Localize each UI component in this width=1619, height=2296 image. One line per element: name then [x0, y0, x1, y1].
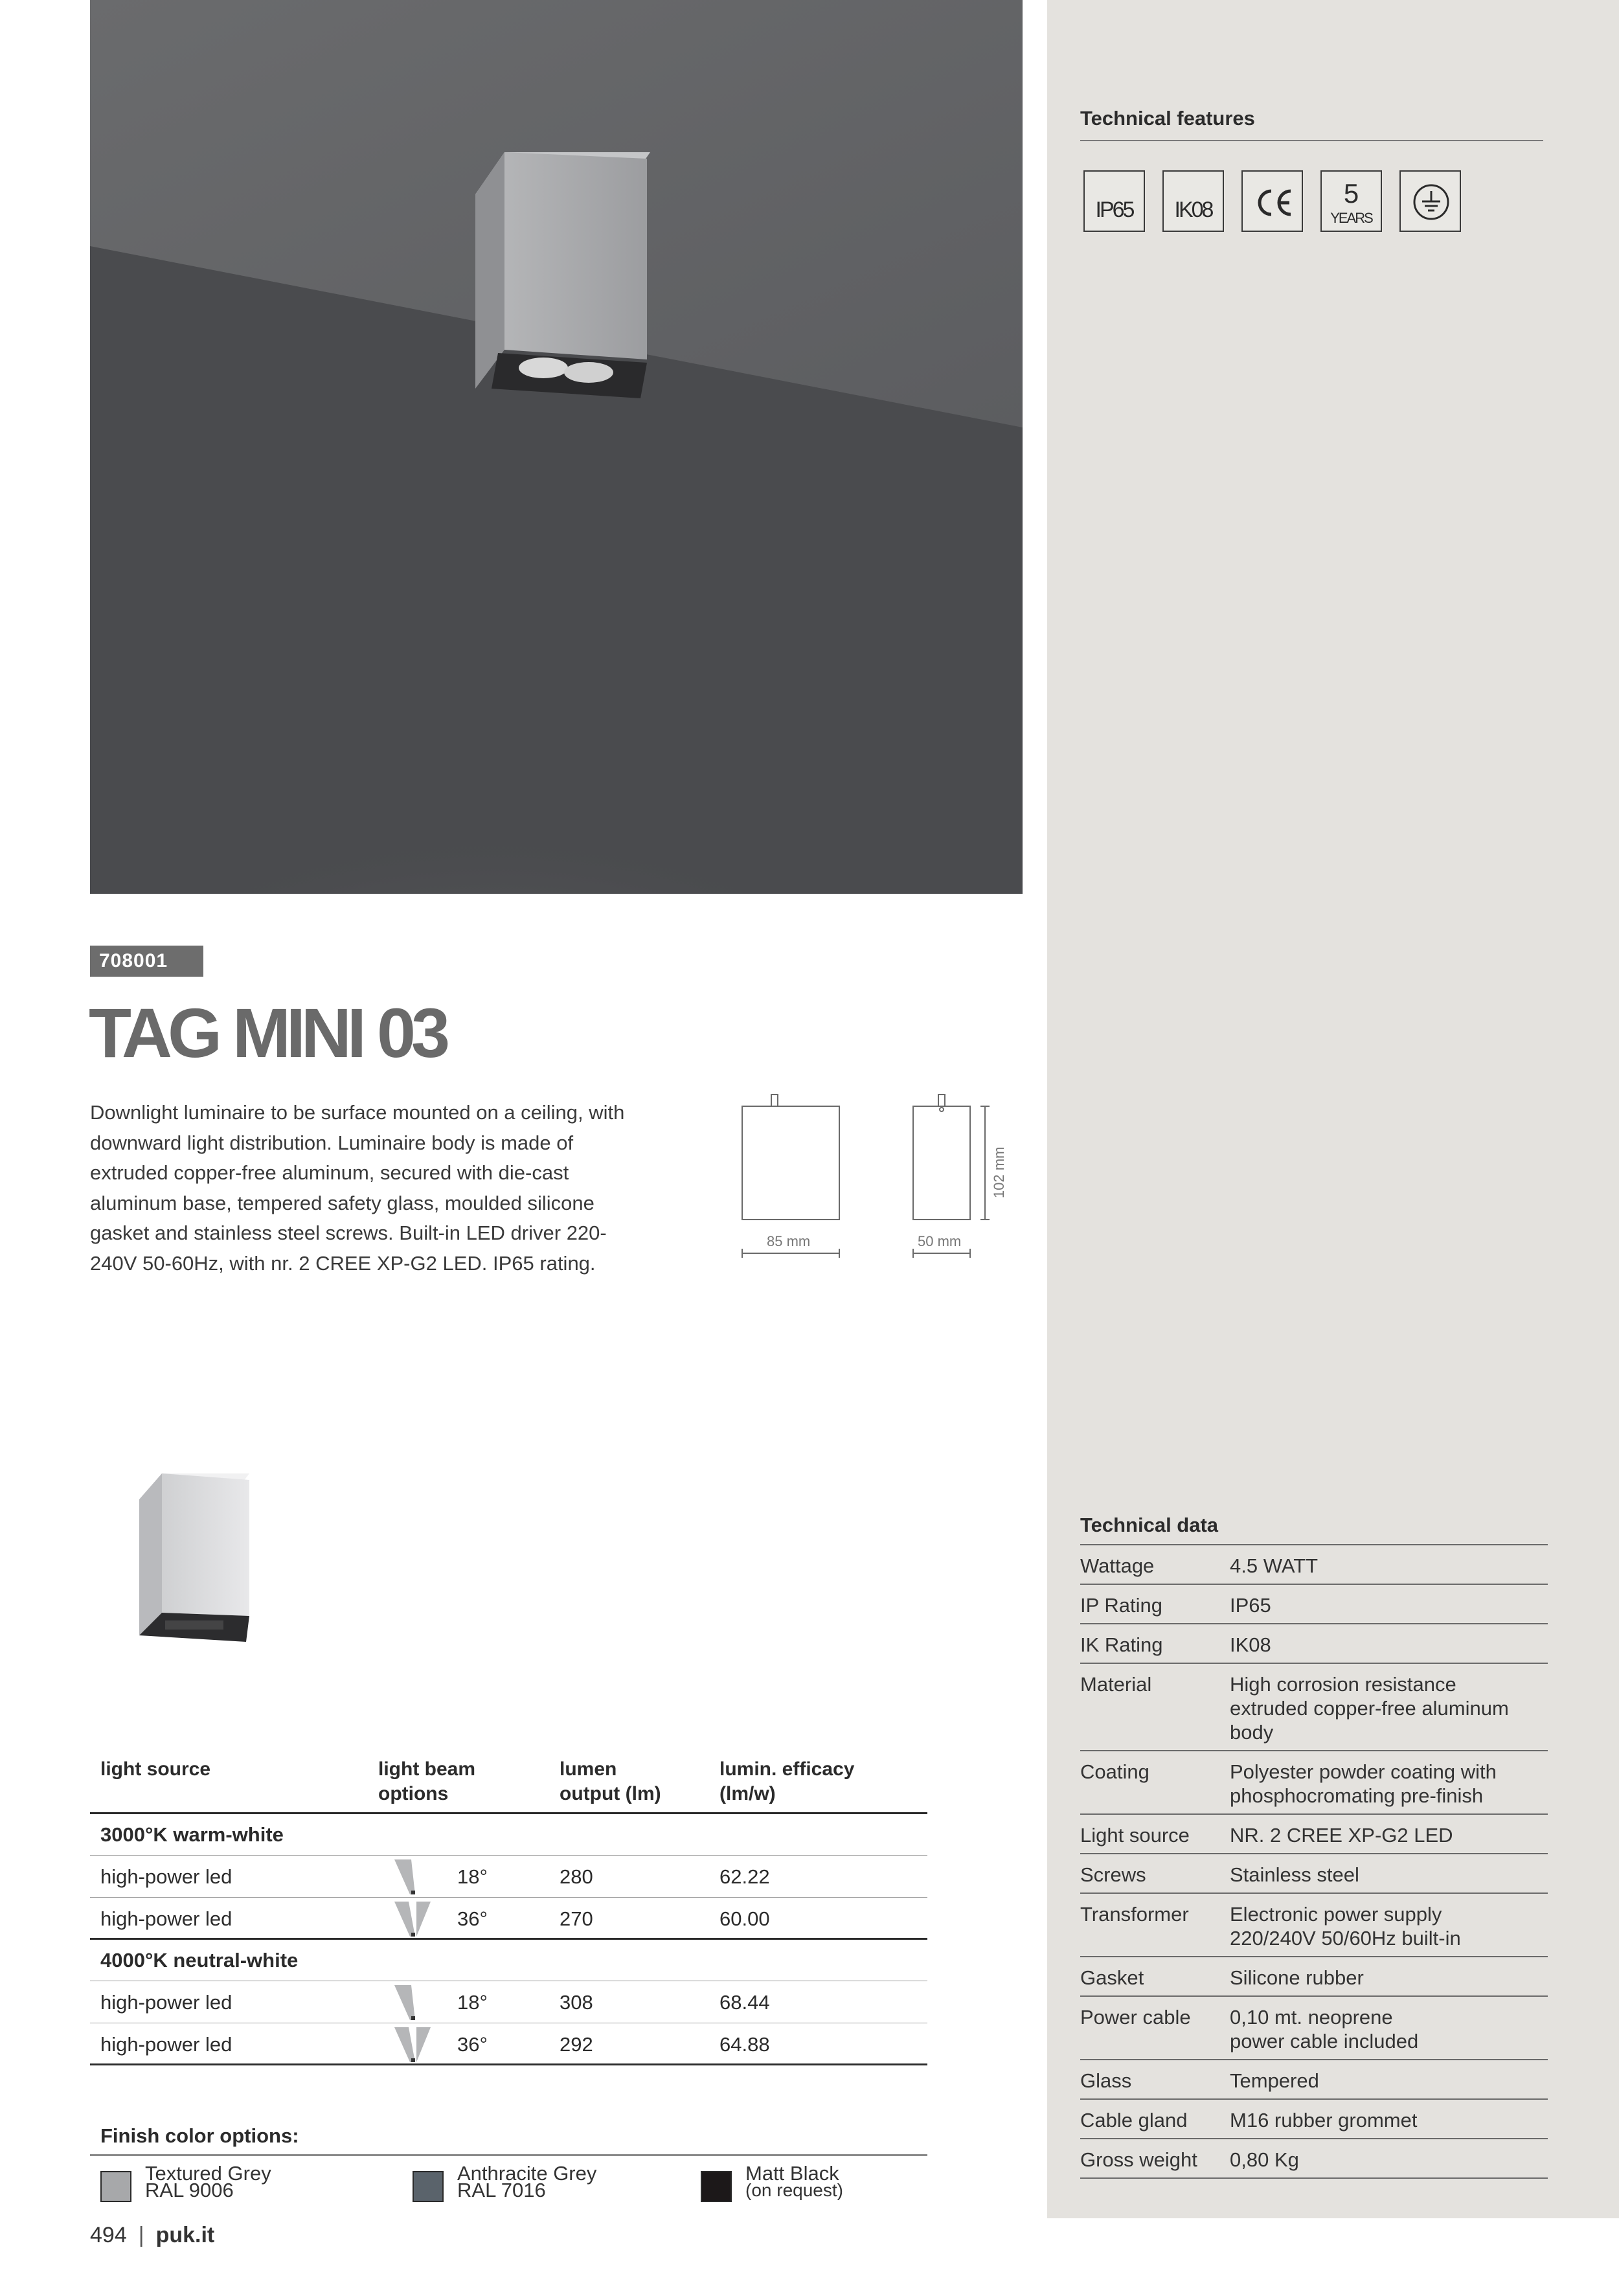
product-code-badge: 708001 — [90, 946, 203, 977]
wide-beam-icon — [393, 1902, 432, 1937]
swatch-anthracite-grey — [413, 2171, 444, 2202]
cell-lumen: 280 — [560, 1865, 593, 1888]
spec-label: Coating — [1080, 1760, 1149, 1783]
page-number: 494 — [90, 2223, 127, 2247]
table-row — [1080, 2139, 1548, 2179]
spec-label: Cable gland — [1080, 2109, 1188, 2131]
dim-width-label: 85 mm — [767, 1233, 811, 1249]
table-row — [1080, 2100, 1548, 2139]
narrow-beam-icon — [393, 1985, 432, 2020]
finish-name: Anthracite Grey — [457, 2162, 597, 2185]
table-row — [1080, 1957, 1548, 1997]
spec-label: Light source — [1080, 1824, 1190, 1847]
spec-value: IP65 — [1230, 1594, 1271, 1617]
spec-label: IK Rating — [1080, 1633, 1163, 1656]
header-light-source: light source — [100, 1758, 211, 1780]
finish-code: RAL 9006 — [145, 2179, 234, 2201]
cell-beam: 36° — [457, 2033, 488, 2056]
spec-value: Tempered — [1230, 2069, 1319, 2092]
spec-label: Transformer — [1080, 1903, 1189, 1926]
finish-code: (on request) — [745, 2180, 843, 2200]
group-header-neutral: 4000°K neutral-white — [90, 1940, 927, 1981]
header-efficacy: lumin. efficacy (lm/w) — [719, 1758, 855, 1804]
spec-label: Gasket — [1080, 1966, 1144, 1989]
cell-lumen: 308 — [560, 1991, 593, 2014]
product-thumbnail — [126, 1464, 262, 1652]
spec-value: NR. 2 CREE XP-G2 LED — [1230, 1824, 1453, 1847]
wide-beam-icon — [393, 2027, 432, 2062]
header-lumen-output: lumen output (lm) — [560, 1758, 661, 1804]
page-footer: 494 | puk.it — [90, 2223, 215, 2247]
cell-beam: 36° — [457, 1907, 488, 1930]
table-row — [1080, 1997, 1548, 2060]
cell-lumen: 292 — [560, 2033, 593, 2056]
table-row — [1080, 1545, 1548, 1585]
spec-label: Wattage — [1080, 1554, 1155, 1577]
ip65-icon — [1083, 170, 1145, 232]
table-row — [90, 1981, 927, 2023]
site-link[interactable]: puk.it — [155, 2223, 215, 2247]
header-light-beam: light beam options — [378, 1758, 476, 1804]
table-row — [90, 1856, 927, 1898]
badge-text: IK08 — [1174, 198, 1212, 222]
spec-value: Polyester powder coating with phosphocromating pre-finish — [1230, 1760, 1497, 1807]
divider — [90, 2154, 927, 2156]
spec-label: Power cable — [1080, 2006, 1191, 2029]
warranty-years-number: 5 — [1343, 178, 1359, 209]
table-row — [1080, 1585, 1548, 1624]
cell-source: high-power led — [100, 1907, 232, 1930]
product-title: TAG MINI 03 — [89, 994, 446, 1072]
warranty-years-text: YEARS — [1330, 210, 1372, 226]
cell-beam: 18° — [457, 1865, 488, 1888]
light-source-table — [90, 1752, 927, 2065]
badge-text: IP65 — [1095, 198, 1133, 222]
divider — [1080, 140, 1543, 141]
table-row — [1080, 1751, 1548, 1815]
finish-title: Finish color options: — [100, 2124, 299, 2147]
dim-depth-label: 50 mm — [918, 1233, 962, 1249]
table-header — [90, 1752, 927, 1814]
spec-value: Silicone rubber — [1230, 1966, 1364, 1989]
spec-value: Stainless steel — [1230, 1863, 1359, 1886]
spec-value: M16 rubber grommet — [1230, 2109, 1418, 2131]
spec-label: Gross weight — [1080, 2148, 1197, 2171]
spec-label: Material — [1080, 1673, 1152, 1696]
finish-name: Matt Black — [745, 2162, 839, 2185]
swatch-label-textured-grey — [145, 2162, 271, 2201]
spec-value: High corrosion resistance extruded copper-free aluminum body — [1230, 1673, 1509, 1744]
ce-mark-icon — [1241, 170, 1303, 232]
cell-source: high-power led — [100, 1991, 232, 2014]
product-description: Downlight luminaire to be surface mounted on a ceiling, with downward light distribution. Luminaire body is made of extruded copper-free aluminum, secured with die-cast aluminum base, tempered safety glass, moulded silicone gasket and stainless steel screws. Built-in LED driver 220-240V 50-60Hz, with nr. 2 CREE XP-G2 LED. IP65 rating. — [90, 1101, 625, 1275]
table-row — [1080, 1894, 1548, 1957]
cell-beam: 18° — [457, 1991, 488, 2014]
swatch-matt-black — [701, 2171, 732, 2202]
spec-value: 4.5 WATT — [1230, 1554, 1319, 1577]
swatch-label-anthracite-grey — [457, 2162, 597, 2201]
spec-label: Glass — [1080, 2069, 1132, 2092]
table-row — [1080, 1854, 1548, 1894]
narrow-beam-icon — [393, 1859, 432, 1894]
ik08-icon — [1162, 170, 1224, 232]
ground-icon — [1399, 170, 1461, 232]
swatch-label-matt-black — [745, 2162, 843, 2200]
warranty-icon — [1320, 170, 1382, 232]
cell-lumen: 270 — [560, 1907, 593, 1930]
finish-name: Textured Grey — [145, 2162, 271, 2185]
swatch-textured-grey — [100, 2171, 131, 2202]
technical-data-table — [1080, 1544, 1548, 2179]
spec-value: Electronic power supply 220/240V 50/60Hz built-in — [1230, 1903, 1461, 1949]
group-header-warm: 3000°K warm-white — [90, 1814, 927, 1856]
table-row — [1080, 2060, 1548, 2100]
cell-efficacy: 60.00 — [719, 1907, 770, 1930]
dim-height-label: 102 mm — [991, 1146, 1007, 1198]
cell-source: high-power led — [100, 1865, 232, 1888]
spec-label: Screws — [1080, 1863, 1146, 1886]
cell-efficacy: 62.22 — [719, 1865, 770, 1888]
cell-efficacy: 64.88 — [719, 2033, 770, 2056]
table-row — [90, 2023, 927, 2065]
finish-code: RAL 7016 — [457, 2179, 546, 2201]
table-row — [90, 1898, 927, 1940]
spec-value: IK08 — [1230, 1633, 1271, 1656]
dimension-drawing — [732, 1088, 1017, 1269]
cell-efficacy: 68.44 — [719, 1991, 770, 2014]
technical-features-title: Technical features — [1080, 107, 1255, 130]
table-row — [1080, 1624, 1548, 1664]
spec-value: 0,80 Kg — [1230, 2148, 1299, 2171]
spec-label: IP Rating — [1080, 1594, 1162, 1617]
table-row — [1080, 1815, 1548, 1854]
spec-value: 0,10 mt. neoprene power cable included — [1230, 2006, 1419, 2052]
hero-photo — [90, 0, 1023, 894]
technical-data-title: Technical data — [1080, 1514, 1219, 1536]
table-row — [1080, 1664, 1548, 1751]
cell-source: high-power led — [100, 2033, 232, 2056]
